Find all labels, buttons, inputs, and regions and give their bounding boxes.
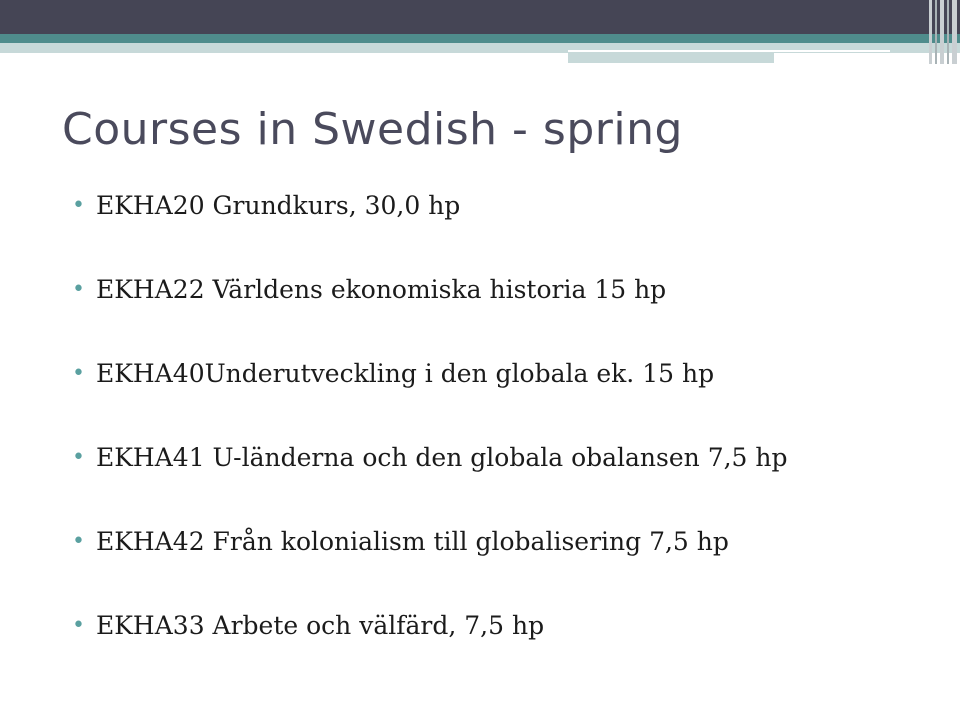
decorative-bar: [952, 0, 957, 64]
bullet-icon: •: [72, 361, 85, 386]
course-text: EKHA42 Från kolonialism till globalisering 7,5 hp: [96, 527, 729, 556]
course-text: EKHA33 Arbete och välfärd, 7,5 hp: [96, 611, 545, 640]
bullet-icon: •: [72, 445, 85, 470]
bullet-icon: •: [72, 613, 85, 638]
list-item: [72, 358, 942, 442]
course-text: EKHA40Underutveckling i den globala ek. 15 hp: [96, 359, 715, 388]
decorative-bar: [940, 0, 944, 64]
slide-title: Courses in Swedish - spring: [62, 104, 683, 155]
list-item: [72, 442, 942, 526]
bullet-icon: •: [72, 529, 85, 554]
bullet-icon: •: [72, 277, 85, 302]
list-item: [72, 610, 942, 694]
header-band-light-accent: [568, 53, 774, 63]
header-band-dark: [0, 0, 960, 34]
header-decorative-bars: [926, 0, 960, 64]
decorative-bar: [929, 0, 932, 64]
header-band-teal: [0, 34, 960, 43]
course-text: EKHA41 U-länderna och den globala obalansen 7,5 hp: [96, 443, 788, 472]
list-item: [72, 526, 942, 610]
list-item: [72, 190, 942, 274]
list-item: [72, 274, 942, 358]
decorative-bar: [947, 0, 949, 64]
course-text: EKHA20 Grundkurs, 30,0 hp: [96, 191, 461, 220]
header-band-white-line: [568, 50, 890, 52]
course-text: EKHA22 Världens ekonomiska historia 15 hp: [96, 275, 667, 304]
decorative-bar: [935, 0, 937, 64]
course-list: [72, 190, 942, 694]
bullet-icon: •: [72, 193, 85, 218]
